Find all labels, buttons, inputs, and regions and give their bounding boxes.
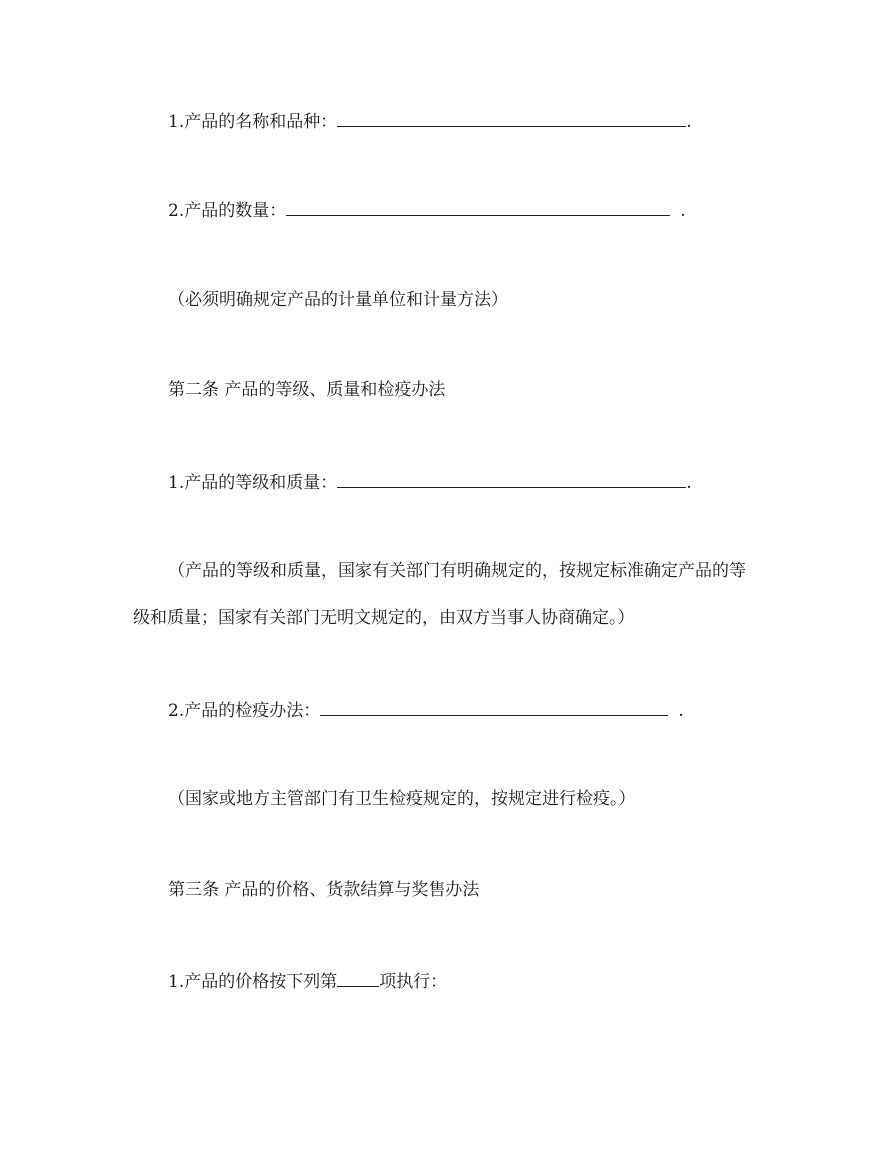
quarantine-label: 2.产品的检疫办法： xyxy=(168,701,321,721)
product-quantity-end: . xyxy=(680,201,686,221)
grade-quality-end: . xyxy=(686,473,692,493)
product-quantity-blank[interactable] xyxy=(286,199,670,216)
article-3-heading: 第三条 产品的价格、货款结算与奖售办法 xyxy=(168,880,480,900)
quantity-note: （必须明确规定产品的计量单位和计量方法） xyxy=(168,290,508,310)
grade-quality-label: 1.产品的等级和质量： xyxy=(168,473,338,493)
product-quantity-line xyxy=(168,199,686,221)
grade-note-line-2: 级和质量；国家有关部门无明文规定的，由双方当事人协商确定。） xyxy=(133,608,635,628)
quarantine-note: （国家或地方主管部门有卫生检疫规定的，按规定进行检疫。） xyxy=(168,789,636,809)
product-name-line xyxy=(168,110,692,132)
product-name-end: . xyxy=(686,112,692,132)
price-label-after: 项执行： xyxy=(379,972,448,992)
product-name-label: 1.产品的名称和品种： xyxy=(168,112,338,132)
grade-quality-blank[interactable] xyxy=(337,471,686,488)
quarantine-end: . xyxy=(678,701,684,721)
product-name-blank[interactable] xyxy=(337,110,686,127)
price-label-before: 1.产品的价格按下列第 xyxy=(168,972,338,992)
product-quantity-label: 2.产品的数量： xyxy=(168,201,287,221)
price-line xyxy=(168,970,447,992)
quarantine-blank[interactable] xyxy=(320,699,668,716)
price-option-blank[interactable] xyxy=(337,970,379,987)
grade-note-line-1: （产品的等级和质量，国家有关部门有明确规定的，按规定标准确定产品的等 xyxy=(168,561,746,581)
quarantine-line xyxy=(168,699,684,721)
grade-quality-line xyxy=(168,471,692,493)
article-2-heading: 第二条 产品的等级、质量和检疫办法 xyxy=(168,380,446,400)
